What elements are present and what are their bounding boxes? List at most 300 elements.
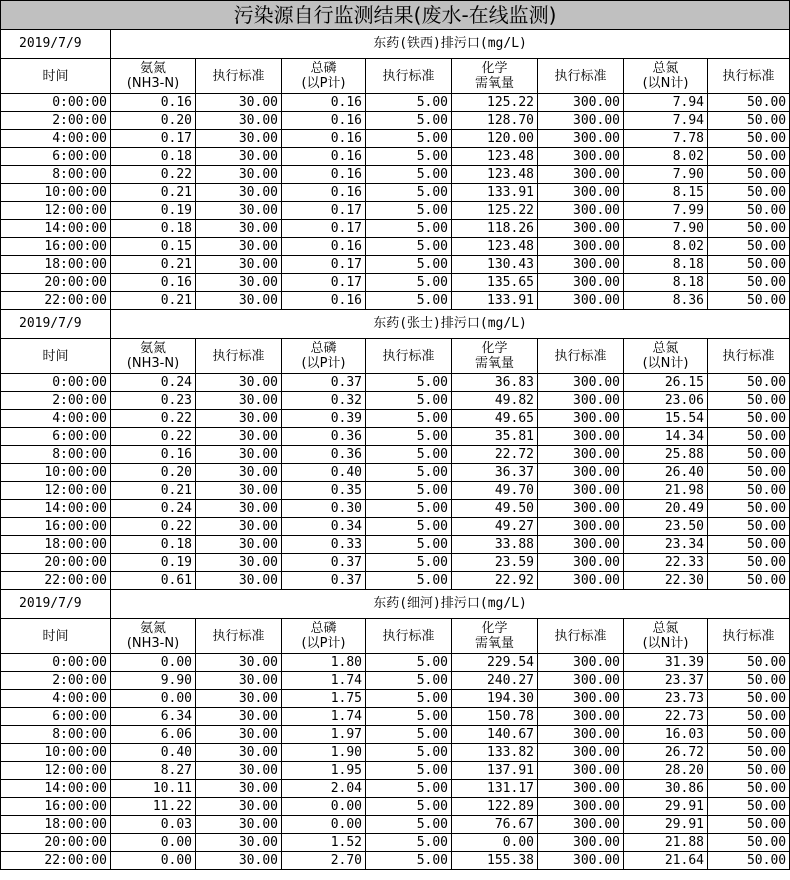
time-cell: 12:00:00 (1, 762, 111, 780)
phosphorus-standard-cell: 5.00 (366, 112, 452, 130)
cod-standard-cell: 300.00 (538, 536, 624, 554)
nitrogen-cell: 26.40 (624, 464, 708, 482)
nitrogen-standard-cell: 50.00 (708, 762, 790, 780)
ammonia-standard-cell: 30.00 (196, 392, 282, 410)
table-row (1, 536, 790, 554)
nitrogen-standard-cell: 50.00 (708, 410, 790, 428)
table-row (1, 392, 790, 410)
phosphorus-standard-cell: 5.00 (366, 780, 452, 798)
ammonia-cell: 0.22 (111, 410, 196, 428)
cod-standard-cell: 300.00 (538, 184, 624, 202)
ammonia-cell: 0.00 (111, 852, 196, 870)
cod-cell: 23.59 (452, 554, 538, 572)
time-cell: 8:00:00 (1, 446, 111, 464)
nitrogen-standard-cell: 50.00 (708, 256, 790, 274)
ammonia-standard-cell: 30.00 (196, 690, 282, 708)
phosphorus-standard-cell: 5.00 (366, 726, 452, 744)
nitrogen-cell: 8.18 (624, 256, 708, 274)
nitrogen-standard-cell: 50.00 (708, 464, 790, 482)
outlet-name: 东药(细河)排污口(mg/L) (111, 590, 790, 619)
ammonia-standard-cell: 30.00 (196, 780, 282, 798)
ammonia-cell: 6.06 (111, 726, 196, 744)
phosphorus-cell: 0.37 (282, 572, 366, 590)
nitrogen-cell: 20.49 (624, 500, 708, 518)
phosphorus-standard-cell: 5.00 (366, 274, 452, 292)
col-header-nitrogen (624, 339, 708, 374)
time-cell: 14:00:00 (1, 780, 111, 798)
nitrogen-standard-cell: 50.00 (708, 572, 790, 590)
nitrogen-standard-cell: 50.00 (708, 672, 790, 690)
phosphorus-cell: 0.17 (282, 256, 366, 274)
nitrogen-standard-cell: 50.00 (708, 392, 790, 410)
cod-cell: 33.88 (452, 536, 538, 554)
nitrogen-standard-cell: 50.00 (708, 94, 790, 112)
ammonia-standard-cell: 30.00 (196, 672, 282, 690)
phosphorus-standard-cell: 5.00 (366, 744, 452, 762)
col-header-standard: 执行标准 (196, 619, 282, 654)
col-header-time: 时间 (1, 59, 111, 94)
cod-cell: 0.00 (452, 834, 538, 852)
ammonia-standard-cell: 30.00 (196, 798, 282, 816)
phosphorus-standard-cell: 5.00 (366, 690, 452, 708)
nitrogen-standard-cell: 50.00 (708, 374, 790, 392)
ammonia-standard-cell: 30.00 (196, 762, 282, 780)
nitrogen-standard-cell: 50.00 (708, 744, 790, 762)
cod-standard-cell: 300.00 (538, 374, 624, 392)
time-cell: 6:00:00 (1, 708, 111, 726)
phosphorus-standard-cell: 5.00 (366, 202, 452, 220)
phosphorus-cell: 0.17 (282, 202, 366, 220)
cod-cell: 123.48 (452, 238, 538, 256)
cod-standard-cell: 300.00 (538, 708, 624, 726)
col-header-cod (452, 59, 538, 94)
time-cell: 4:00:00 (1, 410, 111, 428)
ammonia-cell: 0.16 (111, 94, 196, 112)
col-header-nitrogen-line2: (以N计) (642, 356, 689, 371)
nitrogen-cell: 7.94 (624, 94, 708, 112)
cod-standard-cell: 300.00 (538, 112, 624, 130)
cod-standard-cell: 300.00 (538, 518, 624, 536)
ammonia-standard-cell: 30.00 (196, 554, 282, 572)
ammonia-cell: 0.20 (111, 464, 196, 482)
time-cell: 18:00:00 (1, 256, 111, 274)
phosphorus-standard-cell: 5.00 (366, 428, 452, 446)
table-row (1, 184, 790, 202)
cod-standard-cell: 300.00 (538, 744, 624, 762)
cod-standard-cell: 300.00 (538, 464, 624, 482)
phosphorus-cell: 1.75 (282, 690, 366, 708)
phosphorus-cell: 0.30 (282, 500, 366, 518)
nitrogen-standard-cell: 50.00 (708, 428, 790, 446)
time-cell: 2:00:00 (1, 672, 111, 690)
nitrogen-standard-cell: 50.00 (708, 220, 790, 238)
ammonia-cell: 0.19 (111, 202, 196, 220)
phosphorus-standard-cell: 5.00 (366, 708, 452, 726)
ammonia-standard-cell: 30.00 (196, 220, 282, 238)
col-header-phosphorus (282, 339, 366, 374)
cod-cell: 194.30 (452, 690, 538, 708)
col-header-nitrogen-line1: 总氮 (652, 341, 679, 356)
time-cell: 22:00:00 (1, 292, 111, 310)
time-cell: 10:00:00 (1, 184, 111, 202)
phosphorus-cell: 0.39 (282, 410, 366, 428)
time-cell: 2:00:00 (1, 112, 111, 130)
table-row (1, 238, 790, 256)
time-cell: 4:00:00 (1, 690, 111, 708)
nitrogen-cell: 7.78 (624, 130, 708, 148)
cod-standard-cell: 300.00 (538, 852, 624, 870)
ammonia-standard-cell: 30.00 (196, 148, 282, 166)
col-header-phosphorus-line2: (以P计) (301, 636, 346, 651)
col-header-ammonia-line1: 氨氮 (139, 341, 166, 356)
cod-cell: 135.65 (452, 274, 538, 292)
col-header-nitrogen-line2: (以N计) (642, 636, 689, 651)
time-cell: 16:00:00 (1, 518, 111, 536)
nitrogen-cell: 23.06 (624, 392, 708, 410)
ammonia-cell: 0.18 (111, 148, 196, 166)
phosphorus-cell: 1.52 (282, 834, 366, 852)
time-cell: 6:00:00 (1, 148, 111, 166)
nitrogen-cell: 8.02 (624, 238, 708, 256)
phosphorus-standard-cell: 5.00 (366, 482, 452, 500)
col-header-phosphorus-line2: (以P计) (301, 76, 346, 91)
ammonia-standard-cell: 30.00 (196, 428, 282, 446)
cod-cell: 150.78 (452, 708, 538, 726)
col-header-nitrogen-line1: 总氮 (652, 621, 679, 636)
col-header-ammonia-line1: 氨氮 (139, 61, 166, 76)
nitrogen-cell: 26.15 (624, 374, 708, 392)
cod-standard-cell: 300.00 (538, 202, 624, 220)
ammonia-cell: 0.23 (111, 392, 196, 410)
time-cell: 0:00:00 (1, 654, 111, 672)
time-cell: 18:00:00 (1, 816, 111, 834)
col-header-standard: 执行标准 (538, 619, 624, 654)
nitrogen-cell: 29.91 (624, 816, 708, 834)
phosphorus-cell: 0.36 (282, 446, 366, 464)
cod-standard-cell: 300.00 (538, 482, 624, 500)
ammonia-cell: 0.24 (111, 500, 196, 518)
phosphorus-cell: 0.34 (282, 518, 366, 536)
cod-cell: 133.91 (452, 292, 538, 310)
nitrogen-cell: 23.34 (624, 536, 708, 554)
cod-cell: 49.70 (452, 482, 538, 500)
ammonia-standard-cell: 30.00 (196, 202, 282, 220)
section-header-row (1, 590, 790, 619)
ammonia-standard-cell: 30.00 (196, 654, 282, 672)
phosphorus-cell: 0.00 (282, 816, 366, 834)
col-header-cod-line1: 化学 (481, 341, 508, 356)
phosphorus-cell: 0.00 (282, 798, 366, 816)
time-cell: 8:00:00 (1, 726, 111, 744)
phosphorus-standard-cell: 5.00 (366, 130, 452, 148)
phosphorus-standard-cell: 5.00 (366, 536, 452, 554)
phosphorus-cell: 0.16 (282, 166, 366, 184)
cod-standard-cell: 300.00 (538, 274, 624, 292)
time-cell: 22:00:00 (1, 572, 111, 590)
col-header-ammonia-line1: 氨氮 (139, 621, 166, 636)
time-cell: 20:00:00 (1, 554, 111, 572)
table-row (1, 256, 790, 274)
phosphorus-cell: 0.33 (282, 536, 366, 554)
cod-cell: 125.22 (452, 94, 538, 112)
col-header-ammonia-line2: (NH3-N) (126, 356, 180, 371)
nitrogen-standard-cell: 50.00 (708, 536, 790, 554)
nitrogen-cell: 7.90 (624, 166, 708, 184)
time-cell: 16:00:00 (1, 238, 111, 256)
cod-standard-cell: 300.00 (538, 816, 624, 834)
table-row (1, 292, 790, 310)
table-row (1, 428, 790, 446)
table-row (1, 374, 790, 392)
col-header-time: 时间 (1, 619, 111, 654)
nitrogen-cell: 8.18 (624, 274, 708, 292)
col-header-standard: 执行标准 (708, 619, 790, 654)
table-row (1, 744, 790, 762)
phosphorus-cell: 1.74 (282, 672, 366, 690)
nitrogen-cell: 21.64 (624, 852, 708, 870)
col-header-cod-line2: 需氧量 (474, 76, 514, 91)
col-header-cod-line2: 需氧量 (474, 636, 514, 651)
phosphorus-cell: 0.17 (282, 220, 366, 238)
table-row (1, 130, 790, 148)
col-header-nitrogen (624, 619, 708, 654)
col-header-cod-line1: 化学 (481, 621, 508, 636)
phosphorus-cell: 0.32 (282, 392, 366, 410)
phosphorus-standard-cell: 5.00 (366, 392, 452, 410)
col-header-phosphorus-line2: (以P计) (301, 356, 346, 371)
table-row (1, 464, 790, 482)
cod-standard-cell: 300.00 (538, 762, 624, 780)
table-row (1, 112, 790, 130)
phosphorus-standard-cell: 5.00 (366, 238, 452, 256)
column-header-row (1, 619, 790, 654)
cod-standard-cell: 300.00 (538, 428, 624, 446)
nitrogen-standard-cell: 50.00 (708, 482, 790, 500)
table-row (1, 518, 790, 536)
phosphorus-cell: 1.90 (282, 744, 366, 762)
ammonia-standard-cell: 30.00 (196, 238, 282, 256)
table-row (1, 798, 790, 816)
ammonia-cell: 0.00 (111, 690, 196, 708)
ammonia-cell: 0.24 (111, 374, 196, 392)
ammonia-standard-cell: 30.00 (196, 744, 282, 762)
table-row (1, 816, 790, 834)
section-date: 2019/7/9 (1, 30, 111, 59)
col-header-cod (452, 619, 538, 654)
nitrogen-cell: 15.54 (624, 410, 708, 428)
cod-standard-cell: 300.00 (538, 238, 624, 256)
table-row (1, 220, 790, 238)
ammonia-standard-cell: 30.00 (196, 464, 282, 482)
ammonia-standard-cell: 30.00 (196, 274, 282, 292)
cod-standard-cell: 300.00 (538, 834, 624, 852)
phosphorus-cell: 1.95 (282, 762, 366, 780)
phosphorus-standard-cell: 5.00 (366, 148, 452, 166)
col-header-standard: 执行标准 (196, 339, 282, 374)
table-row (1, 726, 790, 744)
ammonia-standard-cell: 30.00 (196, 500, 282, 518)
phosphorus-standard-cell: 5.00 (366, 446, 452, 464)
cod-standard-cell: 300.00 (538, 500, 624, 518)
cod-standard-cell: 300.00 (538, 292, 624, 310)
table-row (1, 690, 790, 708)
phosphorus-standard-cell: 5.00 (366, 292, 452, 310)
cod-cell: 128.70 (452, 112, 538, 130)
ammonia-cell: 0.17 (111, 130, 196, 148)
table-row (1, 708, 790, 726)
ammonia-cell: 0.15 (111, 238, 196, 256)
table-row (1, 780, 790, 798)
phosphorus-cell: 1.80 (282, 654, 366, 672)
phosphorus-cell: 0.16 (282, 94, 366, 112)
phosphorus-cell: 2.04 (282, 780, 366, 798)
phosphorus-standard-cell: 5.00 (366, 184, 452, 202)
time-cell: 8:00:00 (1, 166, 111, 184)
cod-standard-cell: 300.00 (538, 572, 624, 590)
col-header-ammonia (111, 619, 196, 654)
table-row (1, 834, 790, 852)
nitrogen-cell: 22.33 (624, 554, 708, 572)
cod-standard-cell: 300.00 (538, 256, 624, 274)
nitrogen-standard-cell: 50.00 (708, 518, 790, 536)
ammonia-cell: 0.18 (111, 220, 196, 238)
cod-cell: 118.26 (452, 220, 538, 238)
section-header-row (1, 30, 790, 59)
nitrogen-standard-cell: 50.00 (708, 798, 790, 816)
cod-cell: 49.27 (452, 518, 538, 536)
cod-cell: 133.82 (452, 744, 538, 762)
table-row (1, 148, 790, 166)
ammonia-cell: 0.40 (111, 744, 196, 762)
col-header-phosphorus-line1: 总磷 (310, 341, 337, 356)
col-header-nitrogen-line1: 总氮 (652, 61, 679, 76)
nitrogen-cell: 8.02 (624, 148, 708, 166)
phosphorus-standard-cell: 5.00 (366, 798, 452, 816)
cod-standard-cell: 300.00 (538, 130, 624, 148)
cod-cell: 36.83 (452, 374, 538, 392)
ammonia-cell: 0.18 (111, 536, 196, 554)
time-cell: 14:00:00 (1, 220, 111, 238)
ammonia-standard-cell: 30.00 (196, 446, 282, 464)
nitrogen-standard-cell: 50.00 (708, 500, 790, 518)
time-cell: 18:00:00 (1, 536, 111, 554)
cod-standard-cell: 300.00 (538, 554, 624, 572)
phosphorus-cell: 1.97 (282, 726, 366, 744)
outlet-name: 东药(铁西)排污口(mg/L) (111, 30, 790, 59)
ammonia-standard-cell: 30.00 (196, 816, 282, 834)
phosphorus-cell: 0.16 (282, 238, 366, 256)
table-row (1, 94, 790, 112)
nitrogen-cell: 23.37 (624, 672, 708, 690)
phosphorus-standard-cell: 5.00 (366, 518, 452, 536)
time-cell: 0:00:00 (1, 374, 111, 392)
page-title: 污染源自行监测结果(废水-在线监测) (1, 1, 790, 30)
cod-cell: 137.91 (452, 762, 538, 780)
cod-cell: 22.72 (452, 446, 538, 464)
ammonia-standard-cell: 30.00 (196, 184, 282, 202)
nitrogen-standard-cell: 50.00 (708, 816, 790, 834)
time-cell: 4:00:00 (1, 130, 111, 148)
nitrogen-standard-cell: 50.00 (708, 274, 790, 292)
nitrogen-standard-cell: 50.00 (708, 690, 790, 708)
ammonia-standard-cell: 30.00 (196, 292, 282, 310)
ammonia-standard-cell: 30.00 (196, 518, 282, 536)
time-cell: 0:00:00 (1, 94, 111, 112)
nitrogen-cell: 8.36 (624, 292, 708, 310)
phosphorus-cell: 0.17 (282, 274, 366, 292)
cod-cell: 125.22 (452, 202, 538, 220)
phosphorus-standard-cell: 5.00 (366, 166, 452, 184)
time-cell: 6:00:00 (1, 428, 111, 446)
time-cell: 12:00:00 (1, 482, 111, 500)
col-header-cod-line1: 化学 (481, 61, 508, 76)
cod-cell: 49.65 (452, 410, 538, 428)
ammonia-standard-cell: 30.00 (196, 852, 282, 870)
nitrogen-cell: 23.50 (624, 518, 708, 536)
cod-cell: 240.27 (452, 672, 538, 690)
ammonia-standard-cell: 30.00 (196, 708, 282, 726)
cod-standard-cell: 300.00 (538, 220, 624, 238)
ammonia-cell: 11.22 (111, 798, 196, 816)
table-row (1, 274, 790, 292)
col-header-standard: 执行标准 (366, 339, 452, 374)
ammonia-cell: 0.16 (111, 274, 196, 292)
ammonia-cell: 0.22 (111, 518, 196, 536)
ammonia-cell: 0.21 (111, 256, 196, 274)
cod-standard-cell: 300.00 (538, 672, 624, 690)
phosphorus-standard-cell: 5.00 (366, 672, 452, 690)
time-cell: 12:00:00 (1, 202, 111, 220)
ammonia-cell: 0.61 (111, 572, 196, 590)
cod-cell: 22.92 (452, 572, 538, 590)
phosphorus-standard-cell: 5.00 (366, 374, 452, 392)
cod-cell: 131.17 (452, 780, 538, 798)
nitrogen-standard-cell: 50.00 (708, 238, 790, 256)
cod-standard-cell: 300.00 (538, 410, 624, 428)
ammonia-standard-cell: 30.00 (196, 374, 282, 392)
cod-standard-cell: 300.00 (538, 726, 624, 744)
time-cell: 10:00:00 (1, 744, 111, 762)
nitrogen-standard-cell: 50.00 (708, 654, 790, 672)
ammonia-standard-cell: 30.00 (196, 482, 282, 500)
nitrogen-standard-cell: 50.00 (708, 554, 790, 572)
cod-standard-cell: 300.00 (538, 690, 624, 708)
table-row (1, 672, 790, 690)
col-header-cod-line2: 需氧量 (474, 356, 514, 371)
nitrogen-cell: 7.99 (624, 202, 708, 220)
outlet-name: 东药(张士)排污口(mg/L) (111, 310, 790, 339)
ammonia-standard-cell: 30.00 (196, 94, 282, 112)
table-row (1, 554, 790, 572)
nitrogen-cell: 16.03 (624, 726, 708, 744)
phosphorus-standard-cell: 5.00 (366, 762, 452, 780)
time-cell: 20:00:00 (1, 274, 111, 292)
cod-cell: 133.91 (452, 184, 538, 202)
cod-cell: 130.43 (452, 256, 538, 274)
cod-cell: 123.48 (452, 148, 538, 166)
time-cell: 22:00:00 (1, 852, 111, 870)
nitrogen-standard-cell: 50.00 (708, 852, 790, 870)
col-header-time: 时间 (1, 339, 111, 374)
nitrogen-cell: 31.39 (624, 654, 708, 672)
cod-standard-cell: 300.00 (538, 392, 624, 410)
phosphorus-cell: 0.16 (282, 184, 366, 202)
table-row (1, 166, 790, 184)
ammonia-standard-cell: 30.00 (196, 130, 282, 148)
col-header-ammonia-line2: (NH3-N) (126, 76, 180, 91)
col-header-phosphorus-line1: 总磷 (310, 61, 337, 76)
ammonia-cell: 0.00 (111, 654, 196, 672)
